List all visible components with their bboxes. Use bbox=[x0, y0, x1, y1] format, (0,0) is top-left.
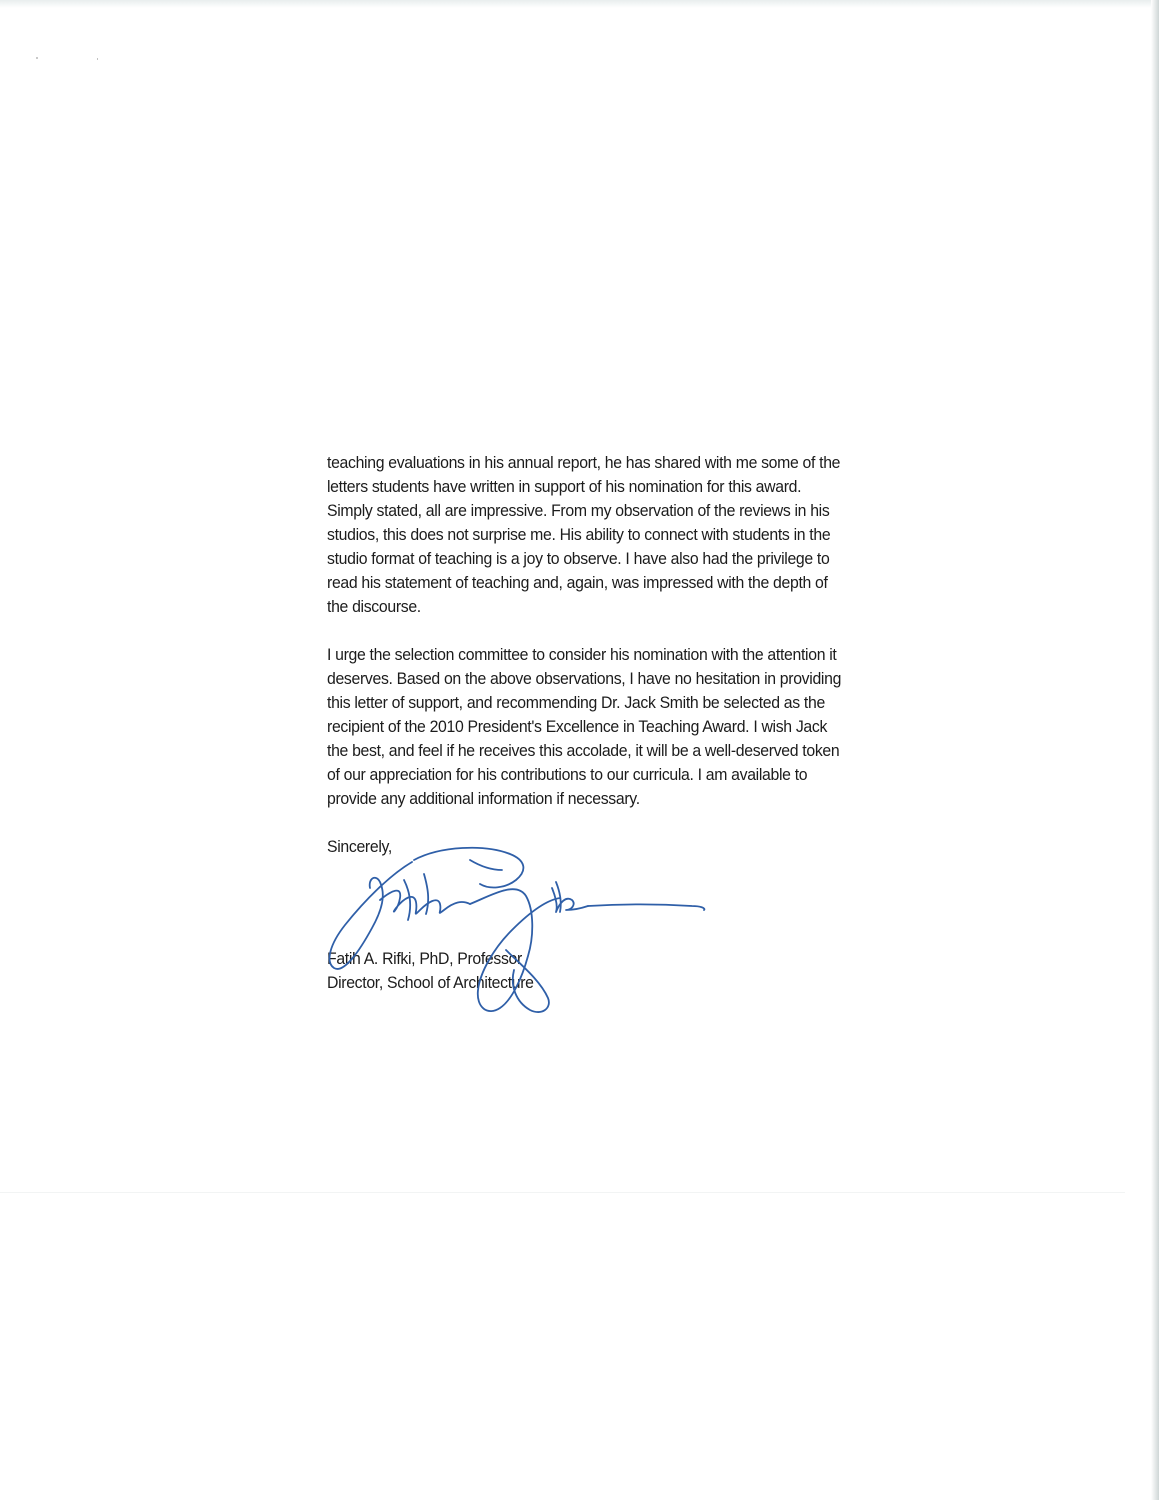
scan-speck bbox=[97, 58, 98, 60]
paragraph-line: read his statement of teaching and, again, was impressed with the depth of bbox=[327, 573, 828, 592]
paragraph-line: teaching evaluations in his annual report, he has shared with me some of the bbox=[327, 453, 841, 472]
letter-paragraph-1 bbox=[327, 451, 885, 619]
paragraph-line: Simply stated, all are impressive. From my observation of the reviews in his bbox=[327, 501, 830, 520]
paragraph-line: deserves. Based on the above observations, I have no hesitation in providing bbox=[327, 669, 842, 688]
handwritten-signature bbox=[320, 840, 740, 1015]
scan-edge-top bbox=[0, 0, 1159, 8]
paragraph-line: of our appreciation for his contributions to our curricula. I am available to bbox=[327, 765, 808, 784]
signatory-name: Fatih A. Rifki, PhD, Professor bbox=[327, 949, 522, 968]
scan-edge-right bbox=[1151, 0, 1159, 1500]
paragraph-line: recipient of the 2010 President's Excellence in Teaching Award. I wish Jack bbox=[327, 717, 828, 736]
letter-closing: Sincerely, bbox=[327, 837, 392, 856]
paragraph-line: letters students have written in support of his nomination for this award. bbox=[327, 477, 802, 496]
scan-speck bbox=[36, 57, 38, 59]
signatory-title: Director, School of Architecture bbox=[327, 973, 534, 992]
paragraph-line: studio format of teaching is a joy to observe. I have also had the privilege to bbox=[327, 549, 830, 568]
scan-fold-line bbox=[0, 1192, 1125, 1193]
paragraph-line: the best, and feel if he receives this accolade, it will be a well-deserved token bbox=[327, 741, 840, 760]
letter-paragraph-2 bbox=[327, 643, 885, 811]
paragraph-line: this letter of support, and recommending Dr. Jack Smith be selected as the bbox=[327, 693, 825, 712]
paragraph-line: the discourse. bbox=[327, 597, 421, 616]
signature-block bbox=[320, 840, 740, 1015]
paragraph-line: provide any additional information if necessary. bbox=[327, 789, 640, 808]
paragraph-line: I urge the selection committee to consider his nomination with the attention it bbox=[327, 645, 837, 664]
paragraph-line: studios, this does not surprise me. His ability to connect with students in the bbox=[327, 525, 831, 544]
letter-body bbox=[327, 451, 885, 859]
